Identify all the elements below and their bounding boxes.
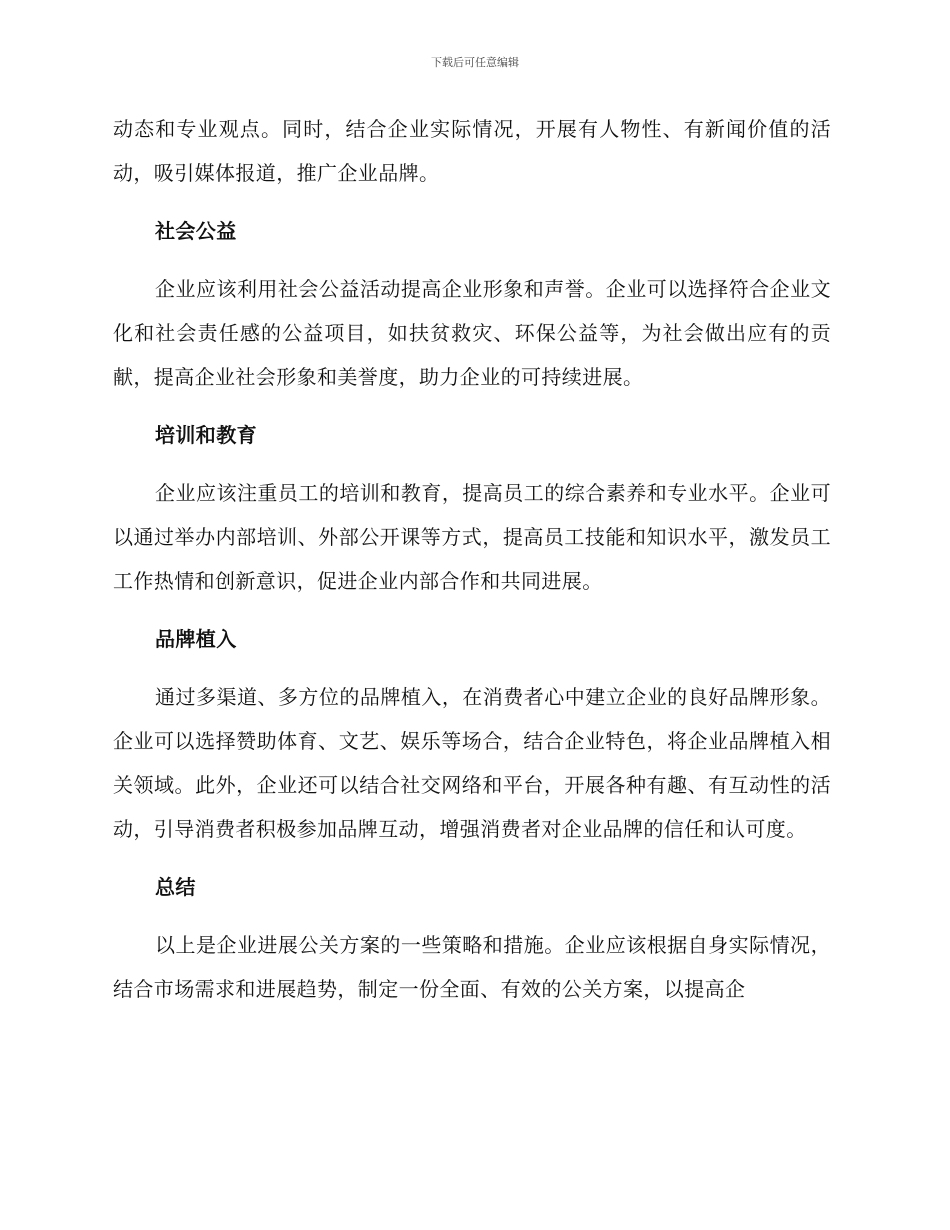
- paragraph-brand-placement: 通过多渠道、多方位的品牌植入，在消费者心中建立企业的良好品牌形象。企业可以选择赞助体育、文艺、娱乐等场合，结合企业特色，将企业品牌植入相关领域。此外，企业还可以结合社交网络和平台，开展各种有趣、有互动性的活动，引导消费者积极参加品牌互动，增强消费者对企业品牌的信任和认可度。: [113, 685, 831, 841]
- page-header-note: 下载后可任意编辑: [431, 56, 519, 69]
- paragraph-public-welfare: 企业应该利用社会公益活动提高企业形象和声誉。企业可以选择符合企业文化和社会责任感的公益项目，如扶贫救灾、环保公益等，为社会做出应有的贡献，提高企业社会形象和美誉度，助力企业的可持续进展。: [113, 277, 831, 389]
- paragraph-training: 企业应该注重员工的培训和教育，提高员工的综合素养和专业水平。企业可以通过举办内部培训、外部公开课等方式，提高员工技能和知识水平，激发员工工作热情和创新意识，促进企业内部合作和共同进展。: [113, 481, 831, 593]
- heading-summary: 总结: [155, 875, 196, 899]
- document-body: [113, 107, 831, 1025]
- intro-continuation-paragraph: 动态和专业观点。同时，结合企业实际情况，开展有人物性、有新闻价值的活动，吸引媒体报道，推广企业品牌。: [113, 117, 831, 185]
- heading-public-welfare: 社会公益: [155, 219, 237, 243]
- heading-brand-placement: 品牌植入: [155, 627, 237, 651]
- paragraph-summary: 以上是企业进展公关方案的一些策略和措施。企业应该根据自身实际情况，结合市场需求和进展趋势，制定一份全面、有效的公关方案，以提高企: [113, 933, 831, 1001]
- heading-training: 培训和教育: [155, 423, 257, 447]
